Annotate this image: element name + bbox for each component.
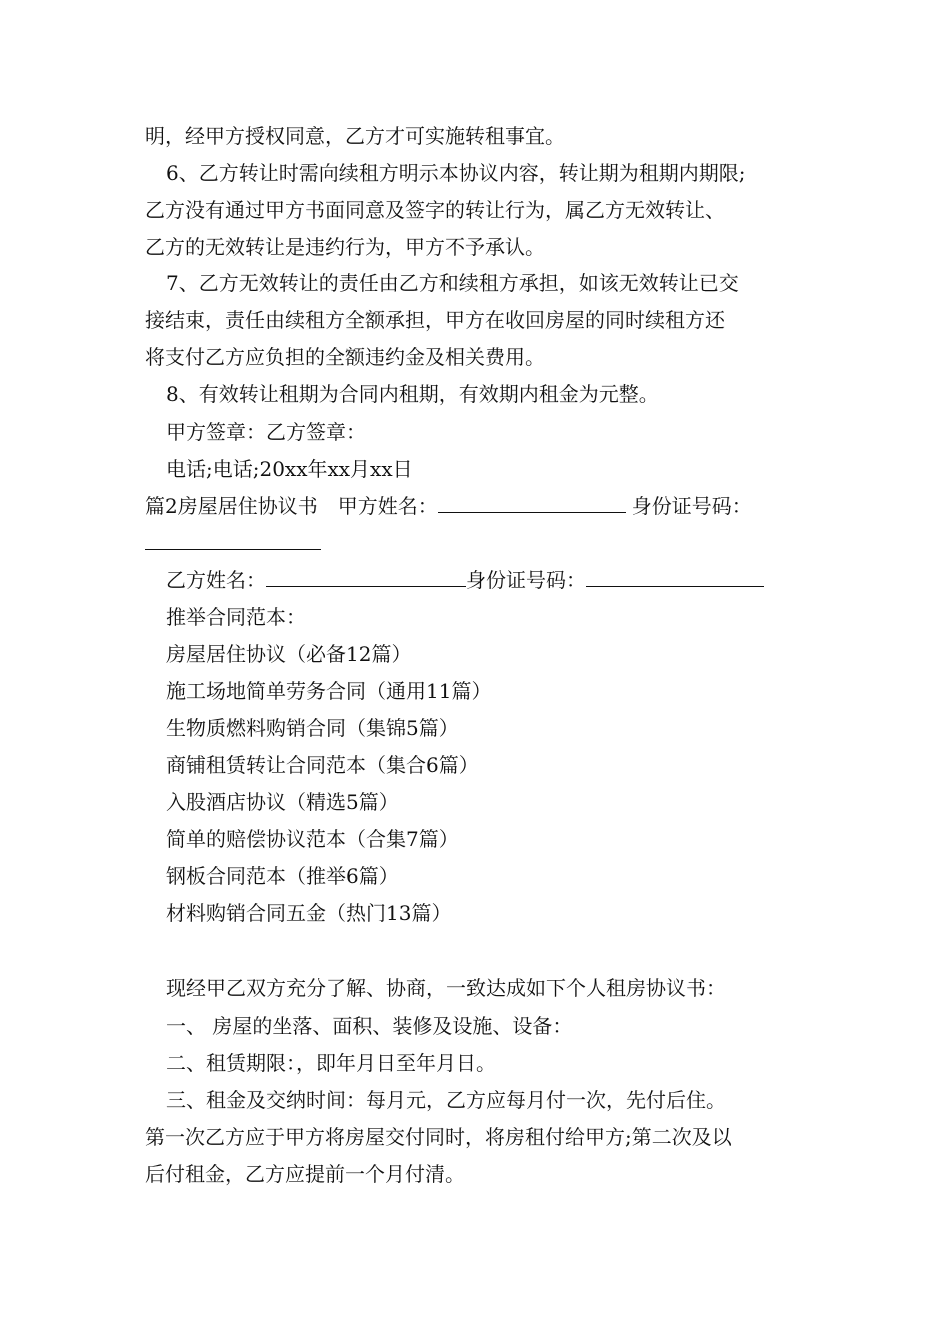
clause-item-3: [145, 1082, 815, 1193]
text-line: 甲方签章：乙方签章：: [166, 420, 366, 444]
party-a-id-blank[interactable]: [145, 529, 321, 550]
text-line: 7、乙方无效转让的责任由乙方和续租方承担，如该无效转让已交: [166, 271, 739, 295]
paragraph-clause-8: [145, 376, 815, 413]
party-b-name-blank[interactable]: [266, 566, 466, 587]
party-b-id-blank[interactable]: [586, 566, 764, 587]
paragraph-clause-6: [145, 155, 815, 266]
text-line: 现经甲乙双方充分了解、协商，一致达成如下个人租房协议书：: [166, 976, 726, 1000]
text-line: 乙方的无效转让是违约行为，甲方不予承认。: [145, 235, 545, 259]
recommend-item[interactable]: 钢板合同范本（推举6篇）: [166, 864, 399, 888]
recommend-item[interactable]: 入股酒店协议（精选5篇）: [166, 790, 399, 814]
clause-item-2: [145, 1045, 815, 1082]
text-line: 一、 房屋的坐落、面积、装修及设施、设备：: [166, 1014, 573, 1038]
paragraph-clause-7: [145, 265, 815, 376]
recommend-item[interactable]: 施工场地简单劳务合同（通用11篇）: [166, 679, 492, 703]
text-line: 8、有效转让租期为合同内租期，有效期内租金为元整。: [166, 382, 659, 406]
agreement-intro: [145, 970, 815, 1007]
text-line: 电话;电话;20xx年xx月xx日: [166, 457, 413, 481]
recommend-item[interactable]: 简单的赔偿协议范本（合集7篇）: [166, 827, 459, 851]
text-line: 接结束，责任由续租方全额承担，甲方在收回房屋的同时续租方还: [145, 308, 725, 332]
party-b-name-label: 乙方姓名：: [166, 568, 266, 592]
party-a-name-blank[interactable]: [438, 492, 626, 513]
phone-date-line: [145, 451, 815, 488]
text-line: 将支付乙方应负担的全额违约金及相关费用。: [145, 345, 545, 369]
section-2-heading-line: [145, 488, 815, 562]
paragraph-sublease-auth: [145, 118, 815, 155]
recommend-item[interactable]: 房屋居住协议（必备12篇）: [166, 642, 412, 666]
party-b-line: [145, 562, 815, 599]
party-a-name-label: 甲方姓名：: [337, 494, 438, 518]
text-line: 明，经甲方授权同意，乙方才可实施转租事宜。: [145, 124, 565, 148]
text-line: 三、租金及交纳时间：每月元，乙方应每月付一次，先付后住。: [166, 1088, 726, 1112]
clause-item-1: [145, 1008, 815, 1045]
text-line: 第一次乙方应于甲方将房屋交付同时，将房租付给甲方;第二次及以: [145, 1125, 732, 1149]
section-heading: 篇2房屋居住协议书: [145, 494, 318, 518]
recommend-item[interactable]: 生物质燃料购销合同（集锦5篇）: [166, 716, 459, 740]
signature-line: [145, 414, 815, 451]
recommend-item[interactable]: 商铺租赁转让合同范本（集合6篇）: [166, 753, 479, 777]
id-number-label: 身份证号码：: [631, 494, 752, 518]
recommend-item[interactable]: 材料购销合同五金（热门13篇）: [166, 901, 452, 925]
text-line: 6、乙方转让时需向续租方明示本协议内容，转让期为租期内期限;: [166, 161, 746, 185]
recommend-list: [145, 599, 815, 932]
text-line: 二、租赁期限：，即年月日至年月日。: [166, 1051, 496, 1075]
recommend-title: 推举合同范本：: [166, 605, 306, 629]
text-line: 后付租金，乙方应提前一个月付清。: [145, 1162, 465, 1186]
text-line: 乙方没有通过甲方书面同意及签字的转让行为，属乙方无效转让、: [145, 198, 725, 222]
id-number-label-2: 身份证号码：: [466, 568, 586, 592]
